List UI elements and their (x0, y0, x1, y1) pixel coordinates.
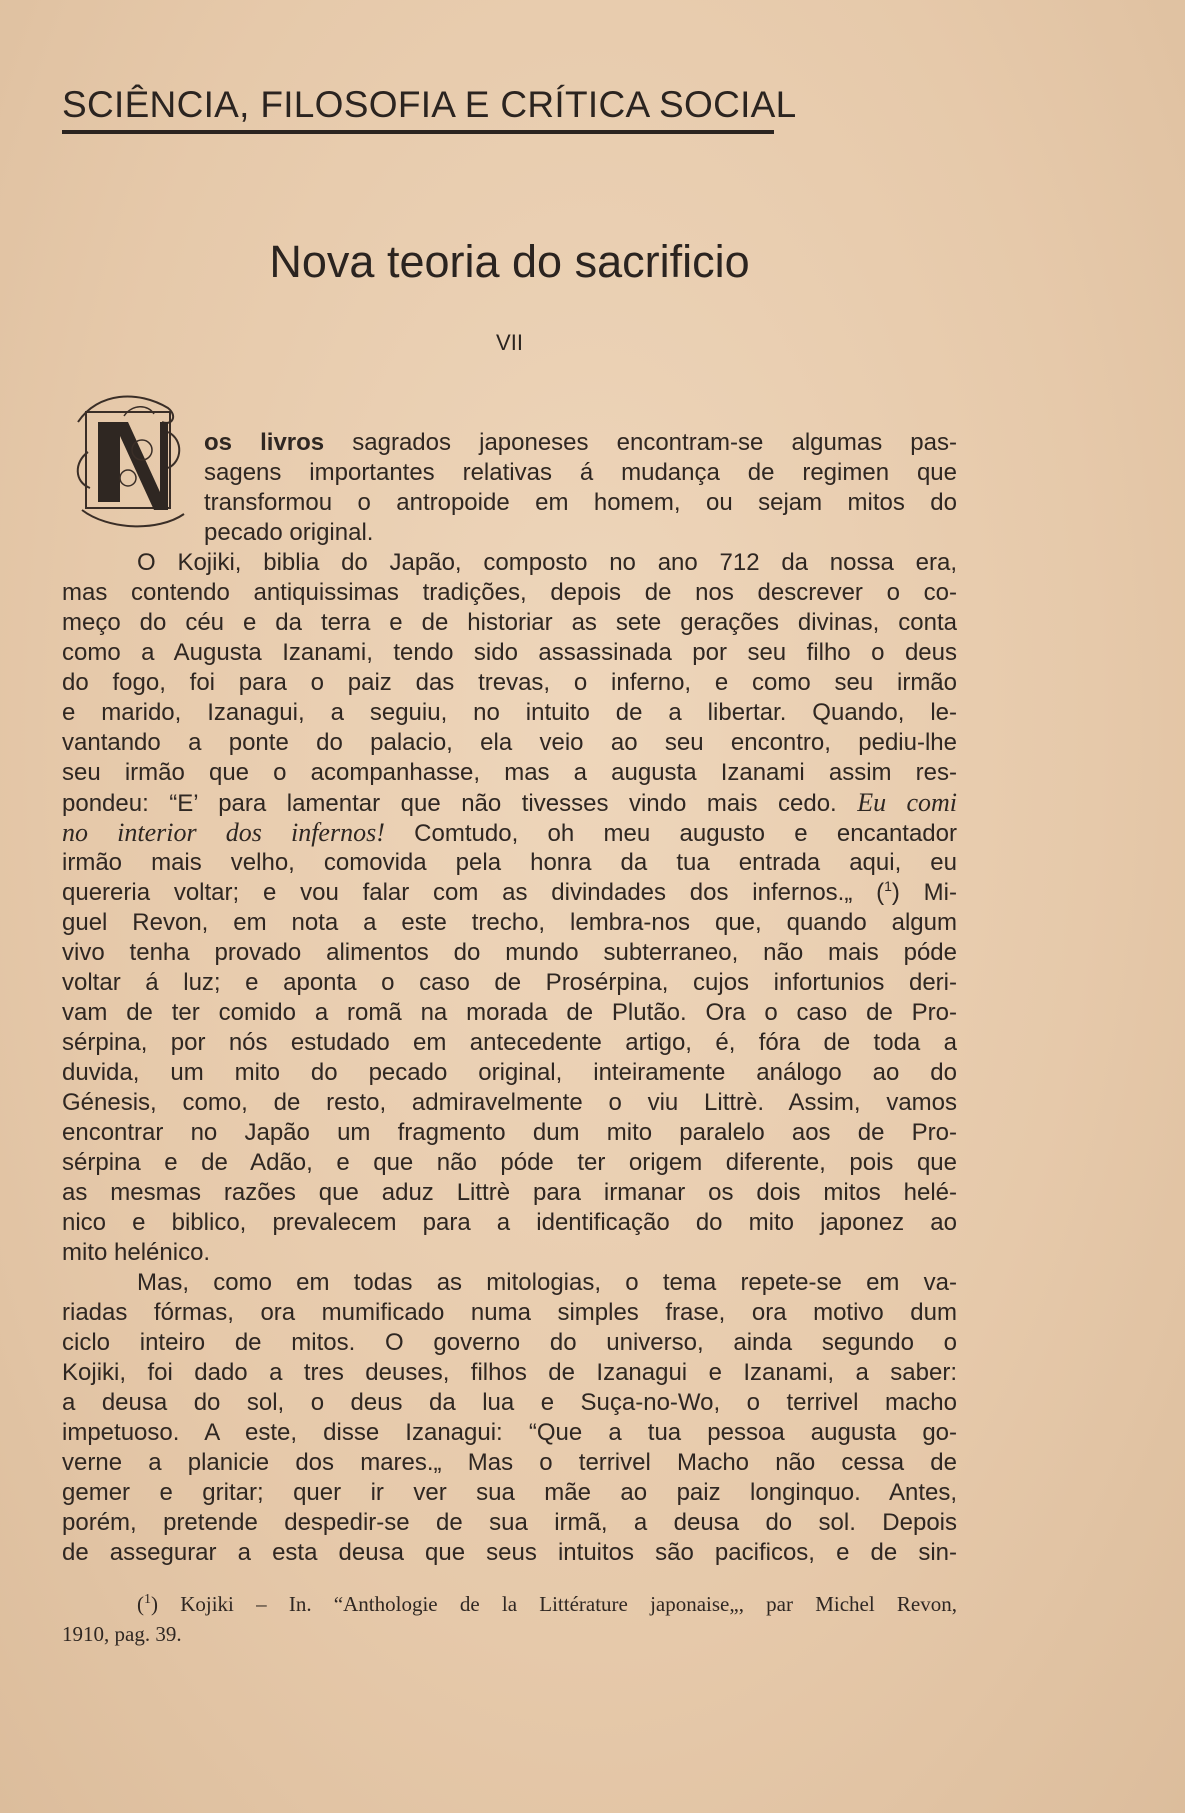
text-line: meço do céu e da terra e de historiar as sete gerações divinas, conta (62, 609, 957, 636)
text-line: vivo tenha provado alimentos do mundo subterraneo, não mais póde (62, 939, 957, 966)
text-line: Kojiki, foi dado a tres deuses, filhos de Izanagui e Izanami, a saber: (62, 1359, 957, 1386)
part-number: VII (496, 330, 523, 355)
text-line: as mesmas razões que aduz Littrè para irmanar os dois mitos helé- (62, 1179, 957, 1206)
section-header: SCIÊNCIA, FILOSOFIA E CRÍTICA SOCIAL (62, 84, 797, 125)
text-line: Mas, como em todas as mitologias, o tema repete-se em va- (137, 1269, 957, 1296)
text-line: verne a planicie dos mares.„ Mas o terrivel Macho não cessa de (62, 1449, 957, 1476)
text-line: ciclo inteiro de mitos. O governo do universo, ainda segundo o (62, 1329, 957, 1356)
text-line: a deusa do sol, o deus da lua e Suça-no-Wo, o terrivel macho (62, 1389, 957, 1416)
text-line: vantando a ponte do palacio, ela veio ao seu encontro, pediu-lhe (62, 729, 957, 756)
text-line: mas contendo antiquissimas tradições, depois de nos descrever o co- (62, 579, 957, 606)
article-title: Nova teoria do sacrificio (269, 236, 750, 287)
text-line: voltar á luz; e aponta o caso de Prosérpina, cujos infortunios deri- (62, 969, 957, 996)
footnote-line: 1910, pag. 39. (62, 1622, 182, 1646)
text-line: porém, pretende despedir-se de sua irmã, a deusa do sol. Depois (62, 1509, 957, 1536)
text-line: de assegurar a esta deusa que seus intuitos são pacificos, e de sin- (62, 1539, 957, 1566)
footnote-ref[interactable]: 1 (884, 878, 892, 894)
footnote-line: ($^1$) Kojiki – In. “Anthologie de la Littérature japonaise„, par Michel Revon, (137, 1592, 957, 1616)
text-line: irmão mais velho, comovida pela honra da tua entrada aqui, eu (62, 849, 957, 876)
header-rule (62, 130, 774, 134)
text-line: vam de ter comido a romã na morada de Plutão. Ora o caso de Pro- (62, 999, 957, 1026)
text-line: gemer e gritar; quer ir ver sua mãe ao paiz longinquo. Antes, (62, 1479, 957, 1506)
text-line: nico e biblico, prevalecem para a identificação do mito japonez ao (62, 1209, 957, 1236)
text-line: e marido, Izanagui, a seguiu, no intuito de a libertar. Quando, le- (62, 699, 957, 726)
text-line: sérpina e de Adão, e que não póde ter origem diferente, pois que (62, 1149, 957, 1176)
document-page (62, 0, 957, 1813)
text-line: como a Augusta Izanami, tendo sido assassinada por seu filho o deus (62, 639, 957, 666)
text-line: quereria voltar; e vou falar com as divindades dos infernos.„ ($^1$) Mi- (62, 878, 957, 906)
text-line: mito helénico. (62, 1239, 211, 1266)
text-line: sérpina, por nós estudado em antecedente artigo, é, fóra de toda a (62, 1029, 957, 1056)
text-line: Génesis, como, de resto, admiravelmente o viu Littrè. Assim, vamos (62, 1089, 957, 1116)
footnote-mark: 1 (144, 1592, 151, 1607)
text-line: pecado original. (204, 519, 374, 546)
text-line: do fogo, foi para o paiz das trevas, o inferno, e como seu irmão (62, 669, 957, 696)
text-line: encontrar no Japão um fragmento dum mito paralelo aos de Pro- (62, 1119, 957, 1146)
text-line: O Kojiki, biblia do Japão, composto no ano 712 da nossa era, (137, 549, 957, 576)
text-line: no interior dos infernos! Comtudo, oh meu augusto e encantador (62, 818, 957, 847)
text-line: guel Revon, em nota a este trecho, lembra-nos que, quando algum (62, 909, 957, 936)
ornamental-dropcap-n (68, 392, 188, 534)
text-line: seu irmão que o acompanhasse, mas a augusta Izanami assim res- (62, 759, 957, 786)
text-line: riadas fórmas, ora mumificado numa simples frase, ora motivo dum (62, 1299, 957, 1326)
text-line: sagens importantes relativas á mudança de regimen que (204, 459, 957, 486)
text-line: os livros sagrados japoneses encontram-se algumas pas- (204, 429, 957, 456)
text-line: transformou o antropoide em homem, ou sejam mitos do (204, 489, 957, 516)
text-line: pondeu: “E’ para lamentar que não tivesses vindo mais cedo. Eu comi (62, 788, 957, 817)
text-line: duvida, um mito do pecado original, inteiramente análogo ao do (62, 1059, 957, 1086)
text-line: impetuoso. A este, disse Izanagui: “Que a tua pessoa augusta go- (62, 1419, 957, 1446)
